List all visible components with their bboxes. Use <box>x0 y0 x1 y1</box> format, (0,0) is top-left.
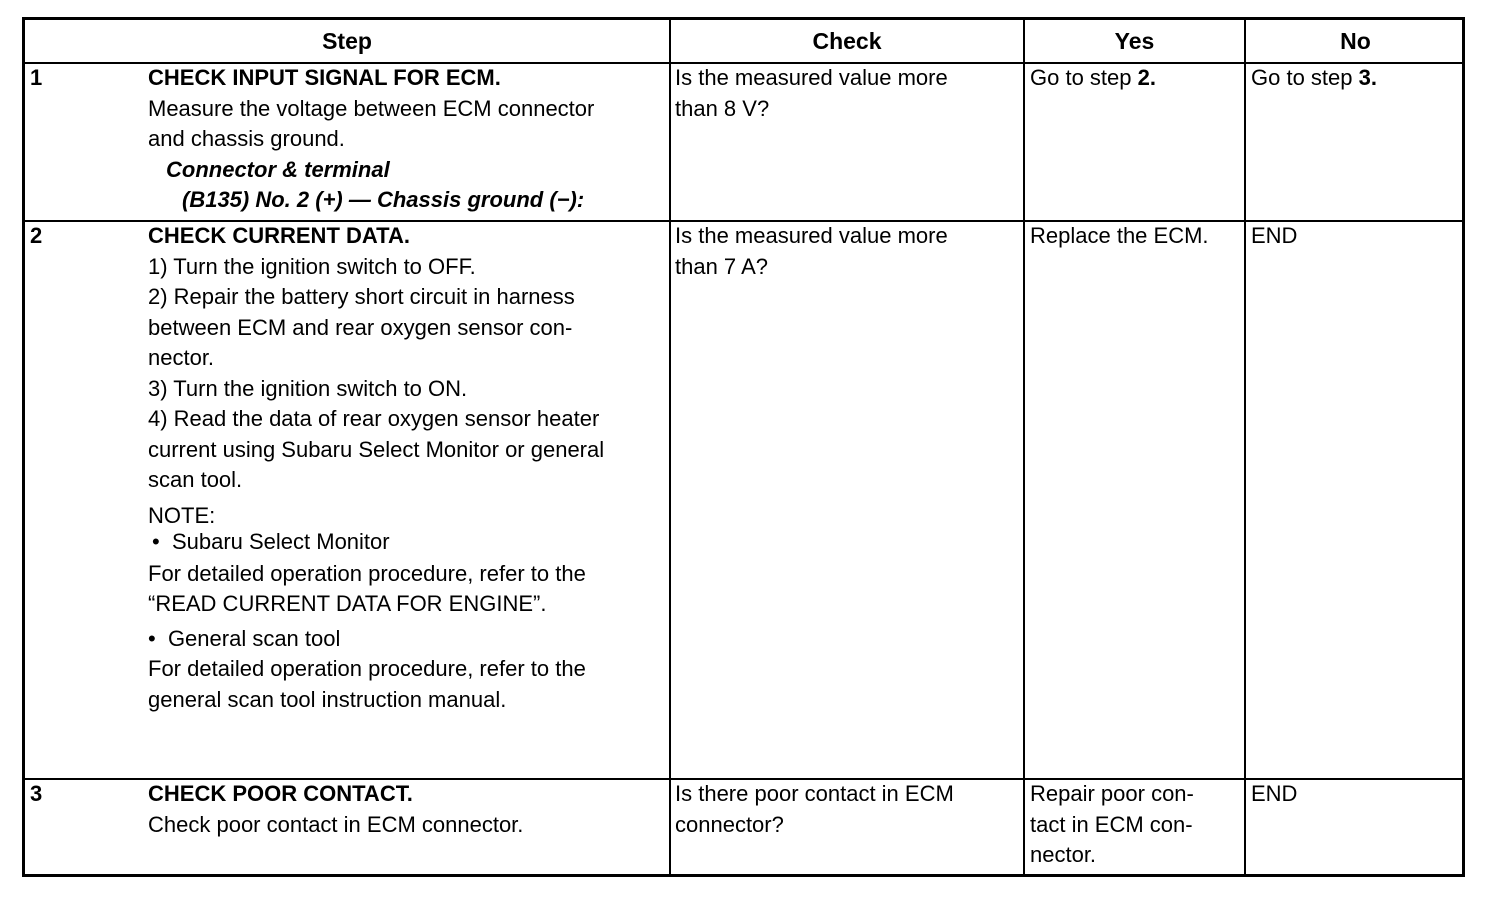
no-action: Go to step 3. <box>1251 65 1377 90</box>
step-title: CHECK INPUT SIGNAL FOR ECM. <box>148 65 501 90</box>
no-action: END <box>1251 781 1298 806</box>
check-question: Is the measured value more than 7 A? <box>675 223 948 279</box>
step-line: 1) Turn the ignition switch to OFF. <box>148 253 476 279</box>
bullet-icon: • <box>148 625 156 651</box>
step-number: 1 <box>30 65 43 90</box>
note-bullet-item: • Subaru Select Monitor <box>152 528 390 554</box>
step-line: between ECM and rear oxygen sensor con- <box>148 314 573 340</box>
bullet-icon: • <box>152 528 160 554</box>
step-line: nector. <box>148 345 215 370</box>
header-step: Step <box>322 28 372 54</box>
note-text: “READ CURRENT DATA FOR ENGINE”. <box>148 591 547 616</box>
column-divider-step-check <box>669 20 671 874</box>
spec-label: Connector & terminal <box>166 156 390 182</box>
step-line: 4) Read the data of rear oxygen sensor heater <box>148 406 600 431</box>
step-number: 2 <box>30 223 43 248</box>
yes-action: Repair poor con- tact in ECM con- nector. <box>1030 781 1194 867</box>
step-title: CHECK CURRENT DATA. <box>148 223 410 248</box>
step-line: 2) Repair the battery short circuit in harness <box>148 284 575 309</box>
step-description <box>148 63 594 216</box>
header-no: No <box>1340 28 1371 54</box>
step-line: Measure the voltage between ECM connector <box>148 95 595 121</box>
step-reference: 3. <box>1358 65 1377 90</box>
column-divider-check-yes <box>1023 20 1025 874</box>
step-line: current using Subaru Select Monitor or general <box>148 436 605 462</box>
step-reference: 2. <box>1137 65 1156 90</box>
note-text: general scan tool instruction manual. <box>148 686 507 712</box>
step-description <box>148 779 523 840</box>
note-label: NOTE: <box>148 502 216 528</box>
yes-action: Replace the ECM. <box>1030 223 1209 248</box>
note-bullet-item: • General scan tool <box>148 625 341 651</box>
header-yes: Yes <box>1114 28 1155 54</box>
column-divider-yes-no <box>1244 20 1246 874</box>
check-question: Is there poor contact in ECM connector? <box>675 781 954 837</box>
yes-action: Go to step 2. <box>1030 65 1156 90</box>
note-text: For detailed operation procedure, refer to the <box>148 656 586 681</box>
step-line: 3) Turn the ignition switch to ON. <box>148 375 468 401</box>
step-title: CHECK POOR CONTACT. <box>148 781 413 806</box>
note-text: For detailed operation procedure, refer to the <box>148 560 586 586</box>
no-action: END <box>1251 223 1298 248</box>
step-line: scan tool. <box>148 467 243 492</box>
step-line: and chassis ground. <box>148 126 345 151</box>
header-check: Check <box>812 28 882 54</box>
step-number: 3 <box>30 781 43 806</box>
spec-value: (B135) No. 2 (+) — Chassis ground (−): <box>182 187 585 212</box>
step-description <box>148 221 604 715</box>
diagnostic-table <box>22 17 1465 877</box>
check-question: Is the measured value more than 8 V? <box>675 65 948 121</box>
step-line: Check poor contact in ECM connector. <box>148 811 524 837</box>
